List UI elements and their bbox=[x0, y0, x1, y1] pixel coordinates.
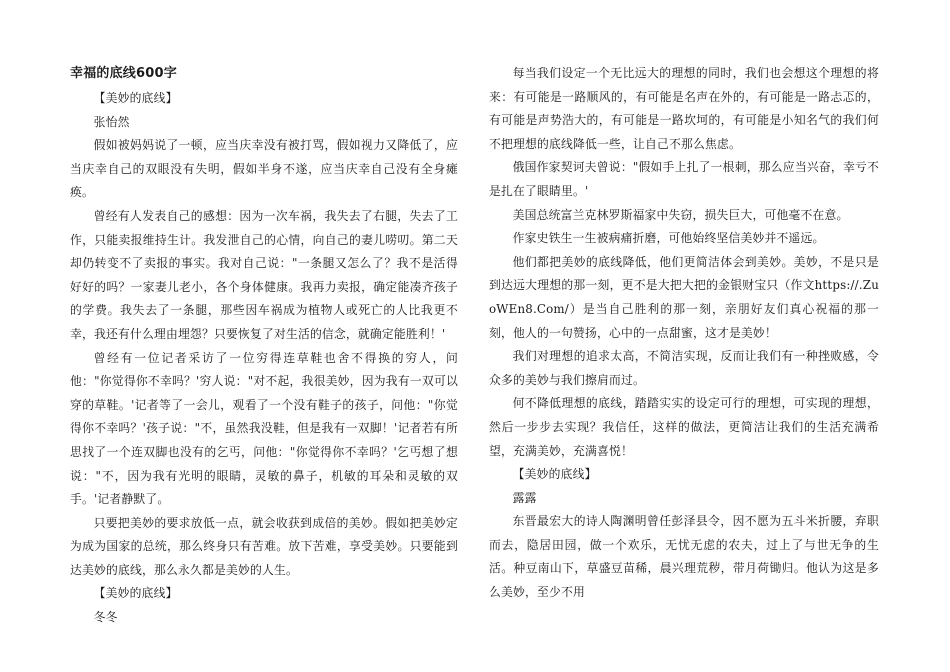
paragraph: 假如被妈妈说了一顿，应当庆幸没有被打骂，假如视力又降低了，应当庆幸自己的双眼没有失明，假如半身不遂，应当庆幸自己没有全身瘫痪。 bbox=[70, 138, 458, 200]
section-heading: 【美妙的底线】 bbox=[512, 467, 597, 482]
left-column bbox=[70, 62, 458, 630]
paragraph: 作家史铁生一生被病痛折磨，可他始终坚信美妙并不遥远。 bbox=[512, 231, 825, 246]
paragraph: 每当我们设定一个无比远大的理想的同时，我们也会想这个理想的将来：有可能是一路顺风的，有可能是名声在外的，有可能是一路忐忑的，有可能是声势浩大的，有可能是一路坎坷的，有可能是小知名气的我们何不把理想的底线降低一些，让自己不那么焦虑。 bbox=[489, 66, 879, 151]
author-name: 张怡然 bbox=[93, 114, 130, 129]
paragraph: 何不降低理想的底线，踏踏实实的设定可行的理想，可实现的理想，然后一步步去实现？我信任，这样的做法，更简洁让我们的生活充满希望，充满美妙，充满喜悦！ bbox=[489, 396, 879, 458]
document-title: 幸福的底线600字 bbox=[70, 66, 177, 81]
paragraph: 东晋最宏大的诗人陶渊明曾任彭泽县令，因不愿为五斗米折腰，弃职而去，隐居田园，做一个欢乐，无忧无虑的农夫，过上了与世无争的生活。种豆南山下，草盛豆苗稀，晨兴理荒秽，带月荷锄归。他认为这是多么美妙，至少不用 bbox=[489, 514, 879, 600]
paragraph: 只要把美妙的要求放低一点，就会收获到成倍的美妙。假如把美妙定为成为国家的总统，那么终身只有苦难。放下苦难，享受美妙。只要能到达美妙的底线，那么永久都是美妙的人生。 bbox=[70, 515, 458, 577]
right-column bbox=[489, 62, 879, 605]
author-name: 露露 bbox=[512, 490, 537, 505]
paragraph: 我们对理想的追求太高，不简洁实现，反而让我们有一种挫败感，令众多的美妙与我们擦肩而过。 bbox=[489, 349, 879, 387]
section-heading: 【美妙的底线】 bbox=[93, 91, 178, 105]
section-heading: 【美妙的底线】 bbox=[93, 586, 178, 601]
paragraph: 美国总统富兰克林罗斯福家中失窃，损失巨大，可他毫不在意。 bbox=[512, 207, 849, 222]
author-name: 冬冬 bbox=[93, 610, 118, 625]
paragraph: 他们都把美妙的底线降低，他们更简洁体会到美妙。美妙，不是只是到达远大理想的那一刻，更不是大把大把的金银财宝只（作文https://.ZuoWEn8.Com/）是当自己胜利的那一刻，亲朋好友们真心祝福的那一刻，他人的一句赞扬，心中的一点甜蜜，这才是美妙！ bbox=[489, 254, 879, 340]
paragraph: 曾经有一位记者采访了一位穷得连草鞋也舍不得换的穷人，问他："你觉得你不幸吗？'穷人说："对不起，我很美妙，因为我有一双可以穿的草鞋。'记者等了一会儿，观看了一个没有鞋子的孩子，问他："你觉得你不幸吗？'孩子说："不，虽然我没鞋，但是我有一双脚！'记者若有所思找了一个连双脚也没有的乞丐，问他："你觉得你不幸吗？'乞丐想了想说："不，因为我有光明的眼睛，灵敏的鼻子，机敏的耳朵和灵敏的双手。'记者静默了。 bbox=[70, 350, 458, 507]
paragraph: 曾经有人发表自己的感想：因为一次车祸，我失去了右腿，失去了工作，只能卖报维持生计。我发泄自己的心情，向自己的妻儿唠叨。第二天却仍转变不了卖报的事实。我对自己说："一条腿又怎么了？我不是活得好好的吗？一家妻儿老小，各个身体健康。我再力卖报，确定能凑齐孩子的学费。我失去了一条腿，那些因车祸成为植物人或死亡的人比我更不幸，我还有什么理由埋怨？只要恢复了对生活的信念，就确定能胜利！' bbox=[70, 208, 458, 341]
paragraph: 俄国作家契诃夫曾说："假如手上扎了一根刺，那么应当兴奋，幸亏不是扎在了眼睛里。' bbox=[489, 160, 879, 198]
